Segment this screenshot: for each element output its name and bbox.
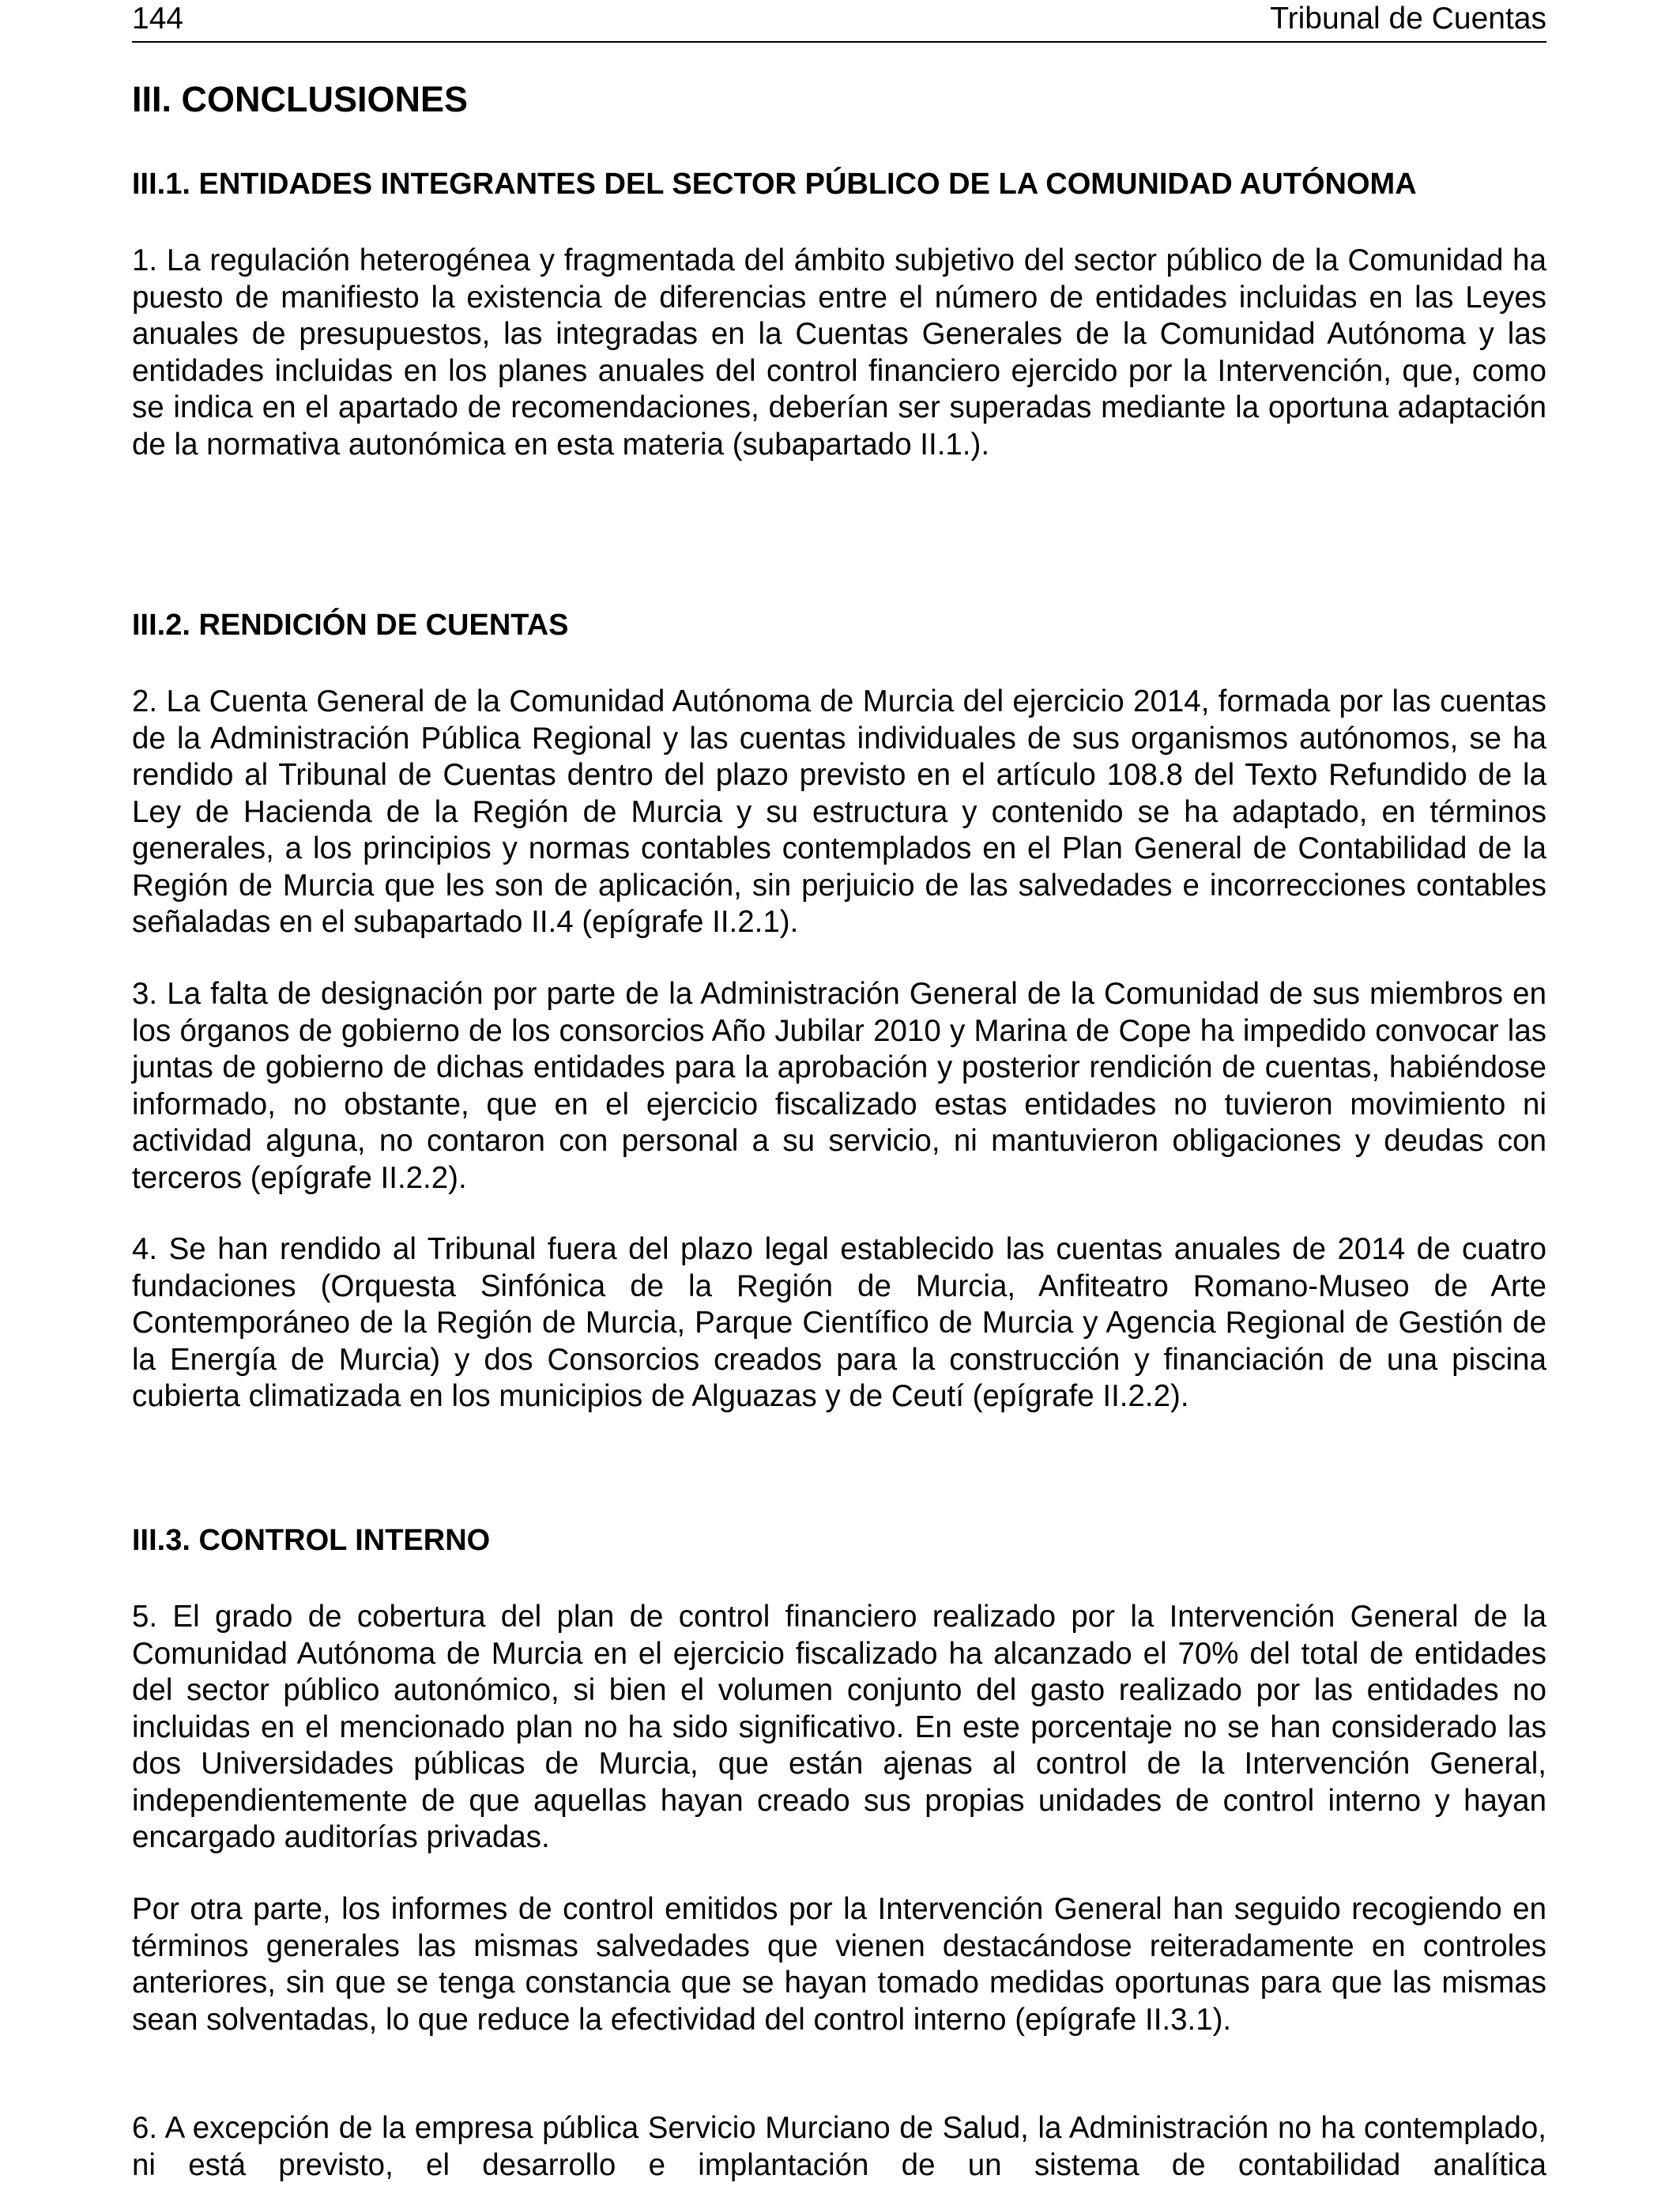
header-organization: Tribunal de Cuentas — [1270, 2, 1546, 36]
page-number: 144 — [132, 2, 184, 36]
section-heading-iii-1: III.1. ENTIDADES INTEGRANTES DEL SECTOR PÚBLICO DE LA COMUNIDAD AUTÓNOMA — [132, 168, 1417, 201]
page-title: III. CONCLUSIONES — [132, 79, 469, 119]
paragraph-2: 2. La Cuenta General de la Comunidad Autónoma de Murcia del ejercicio 2014, formada por las cuentas de la Administración Pública Regional y las cuentas individuales de sus organismos autónomos, se ha rendido al Tribunal de Cuentas dentro del plazo previsto en el artículo 108.8 del Texto Refundido de la Ley de Hacienda de la Región de Murcia y su estructura y contenido se ha adaptado, en términos generales, a los principios y normas contables contemplados en el Plan General de Contabilidad de la Región de Murcia que les son de aplicación, sin perjuicio de las salvedades e incorrecciones contables señaladas en el subapartado II.4 (epígrafe II.2.1). — [132, 684, 1546, 939]
paragraph-5-continued: Por otra parte, los informes de control emitidos por la Intervención General han seguido recogiendo en términos generales las mismas salvedades que vienen destacándose reiteradamente en controles anteriores, sin que se tenga constancia que se hayan tomado medidas oportunas para que las mismas sean solventadas, lo que reduce la efectividad del control interno (epígrafe II.3.1). — [132, 1892, 1546, 2037]
section-heading-iii-3: III.3. CONTROL INTERNO — [132, 1524, 491, 1557]
section-heading-iii-2: III.2. RENDICIÓN DE CUENTAS — [132, 609, 569, 642]
paragraph-6: 6. A excepción de la empresa pública Servicio Murciano de Salud, la Administración no ha contemplado, ni está previsto, el desarrollo e implantación de un sistema de contabilidad analítica — [132, 2111, 1546, 2182]
paragraph-1: 1. La regulación heterogénea y fragmentada del ámbito subjetivo del sector público de la Comunidad ha puesto de manifiesto la existencia de diferencias entre el número de entidades incluidas en las Leyes anuales de presupuestos, las integradas en la Cuentas Generales de la Comunidad Autónoma y las entidades incluidas en los planes anuales del control financiero ejercido por la Intervención, que, como se indica en el apartado de recomendaciones, deberían ser superadas mediante la oportuna adaptación de la normativa autonómica en esta materia (subapartado II.1.). — [132, 243, 1546, 462]
paragraph-4: 4. Se han rendido al Tribunal fuera del plazo legal establecido las cuentas anuales de 2014 de cuatro fundaciones (Orquesta Sinfónica de la Región de Murcia, Anfiteatro Romano-Museo de Arte Contemporáneo de la Región de Murcia, Parque Científico de Murcia y Agencia Regional de Gestión de la Energía de Murcia) y dos Consorcios creados para la construcción y financiación de una piscina cubierta climatizada en los municipios de Alguazas y de Ceutí (epígrafe II.2.2). — [132, 1232, 1546, 1413]
paragraph-5: 5. El grado de cobertura del plan de control financiero realizado por la Intervención General de la Comunidad Autónoma de Murcia en el ejercicio fiscalizado ha alcanzado el 70% del total de entidades del sector público autonómico, si bien el volumen conjunto del gasto realizado por las entidades no incluidas en el mencionado plan no ha sido significativo. En este porcentaje no se han considerado las dos Universidades públicas de Murcia, que están ajenas al control de la Intervención General, independientemente de que aquellas hayan creado sus propias unidades de control interno y hayan encargado auditorías privadas. — [132, 1600, 1546, 1854]
page-header — [132, 0, 1546, 43]
paragraph-3: 3. La falta de designación por parte de la Administración General de la Comunidad de sus miembros en los órganos de gobierno de los consorcios Año Jubilar 2010 y Marina de Cope ha impedido convocar las juntas de gobierno de dichas entidades para la aprobación y posterior rendición de cuentas, habiéndose informado, no obstante, que en el ejercicio fiscalizado estas entidades no tuvieron movimiento ni actividad alguna, no contaron con personal a su servicio, ni mantuvieron obligaciones y deudas con terceros (epígrafe II.2.2). — [132, 977, 1546, 1195]
